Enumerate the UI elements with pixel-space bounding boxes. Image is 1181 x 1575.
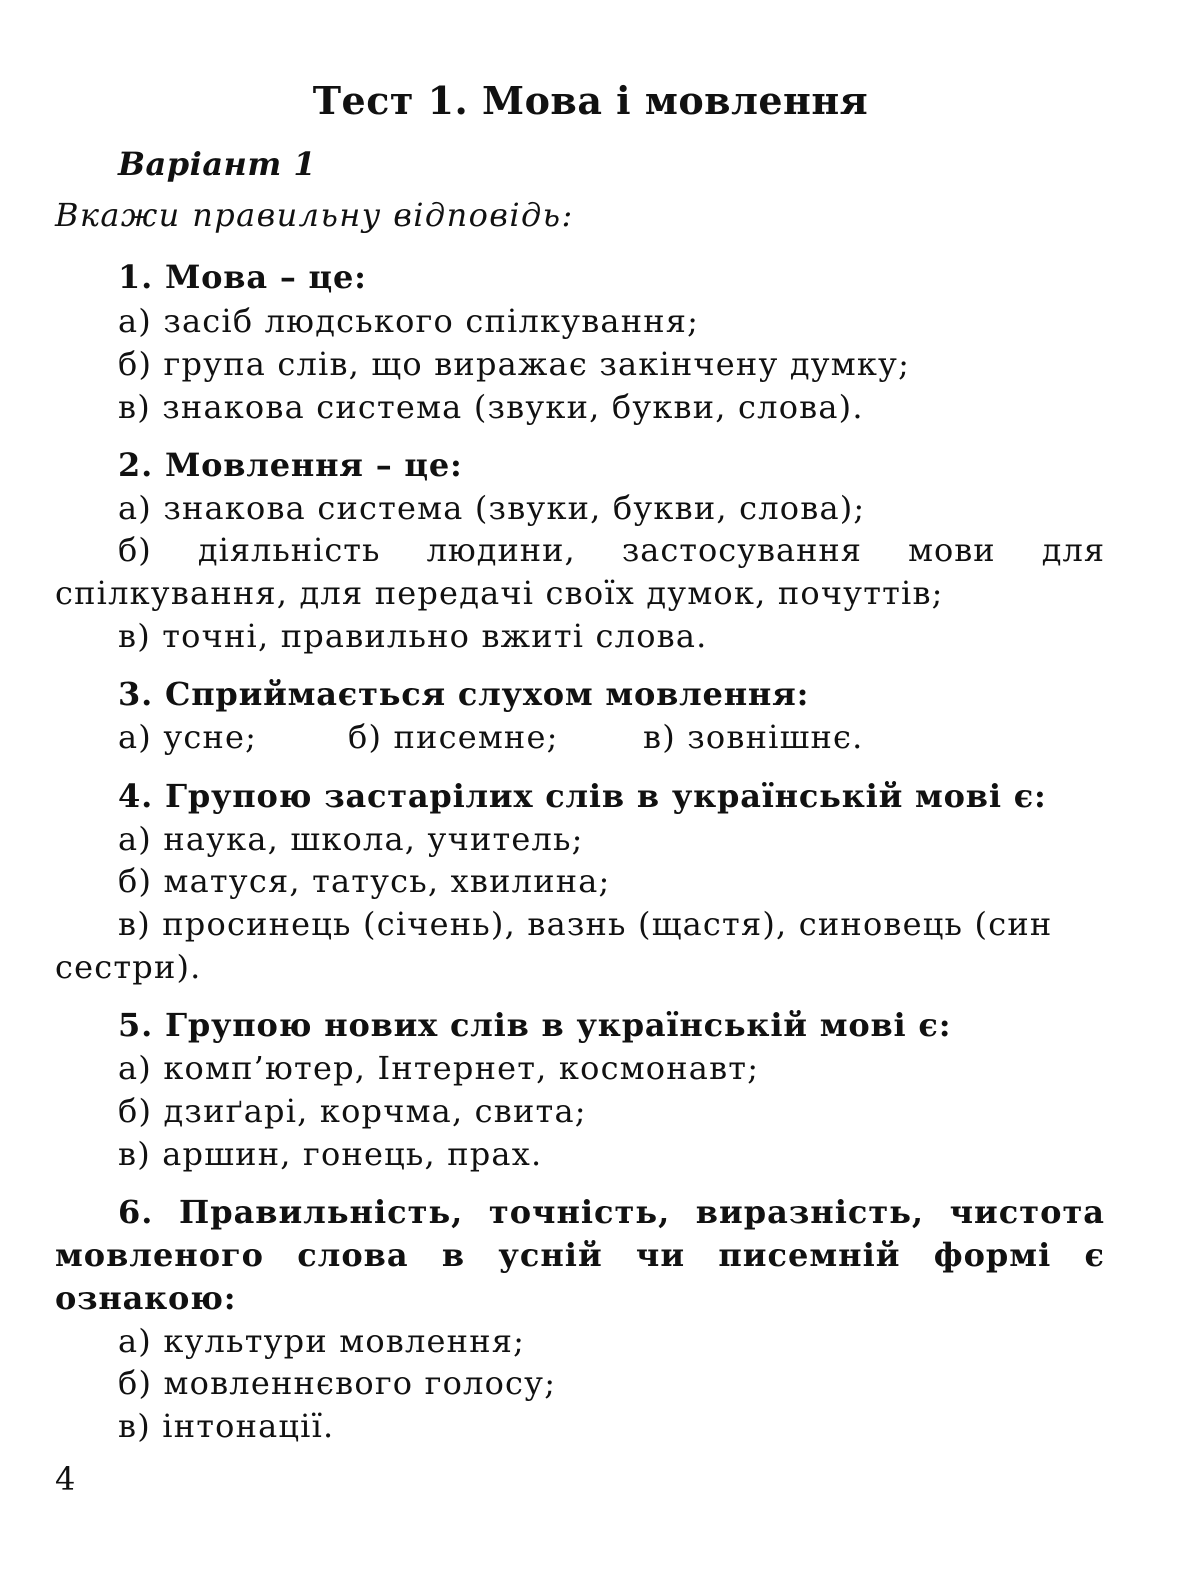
question-6-line-2: мовленого слова в усній чи писемній формі є — [55, 1236, 1105, 1274]
q6-option-b: б) мовленнєвого голосу; — [118, 1364, 557, 1402]
question-1: 1. Мова – це: — [118, 258, 367, 296]
q1-option-c: в) знакова система (звуки, букви, слова). — [118, 388, 864, 426]
question-4: 4. Групою застарілих слів в українській мові є: — [118, 777, 1047, 815]
q6-option-a: а) культури мовлення; — [118, 1322, 526, 1360]
q3-option-b: б) писемне; — [348, 718, 559, 756]
q4-option-a: а) наука, школа, учитель; — [118, 820, 584, 858]
q1-option-a: а) засіб людського спілкування; — [118, 302, 700, 340]
q2-option-c: в) точні, правильно вжиті слова. — [118, 617, 708, 655]
page-title: Тест 1. Мова і мовлення — [312, 78, 869, 123]
q4-option-b: б) матуся, татусь, хвилина; — [118, 862, 611, 900]
q1-option-b: б) група слів, що виражає закінчену думку; — [118, 345, 911, 383]
question-6-line-1: 6. Правильність, точність, виразність, чистота — [118, 1193, 1105, 1231]
q2-option-b: б) діяльність людини, застосування мови для — [118, 531, 1105, 569]
q3-option-a: а) усне; — [118, 718, 258, 756]
q3-option-c: в) зовнішнє. — [643, 718, 864, 756]
question-5: 5. Групою нових слів в українській мові є: — [118, 1006, 952, 1044]
q4-option-c-cont: сестри). — [55, 948, 202, 986]
q3-options-row — [118, 718, 864, 756]
q4-option-c: в) просинець (січень), вазнь (щастя), синовець (син — [118, 905, 1053, 943]
question-2: 2. Мовлення – це: — [118, 446, 463, 484]
q6-option-c: в) інтонації. — [118, 1407, 335, 1445]
q5-option-c: в) аршин, гонець, прах. — [118, 1135, 543, 1173]
q5-option-b: б) дзиґарі, корчма, свита; — [118, 1092, 587, 1130]
q5-option-a: а) комп’ютер, Інтернет, космонавт; — [118, 1049, 760, 1087]
q2-option-a: а) знакова система (звуки, букви, слова); — [118, 489, 866, 527]
question-3: 3. Сприймається слухом мовлення: — [118, 675, 810, 713]
q2-option-b-cont: спілкування, для передачі своїх думок, почуттів; — [55, 574, 944, 612]
instruction: Вкажи правильну відповідь: — [55, 196, 574, 234]
question-6-line-3: ознакою: — [55, 1279, 237, 1317]
variant-heading: Варіант 1 — [118, 145, 317, 183]
page-number: 4 — [55, 1460, 76, 1498]
